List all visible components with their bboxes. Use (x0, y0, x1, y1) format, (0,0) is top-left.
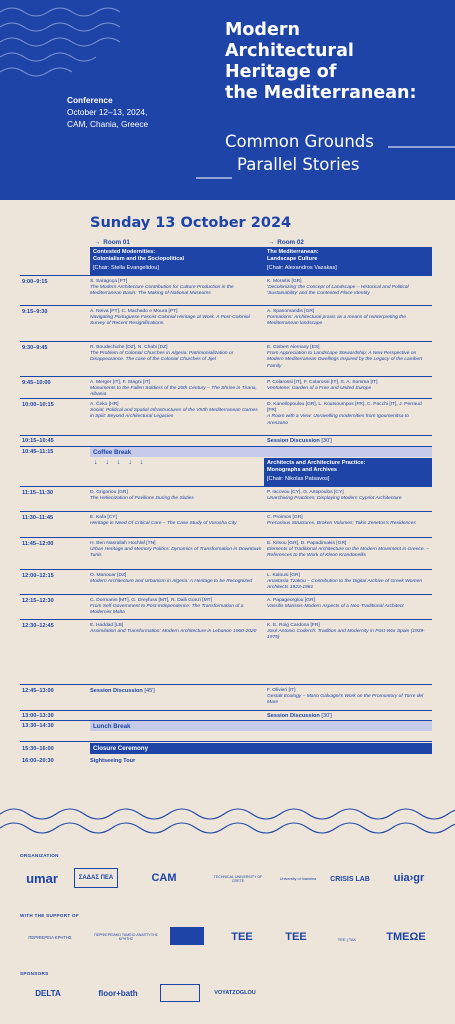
logo-text: CRISIS LAB (330, 875, 370, 883)
paper-entry (90, 380, 262, 399)
logo-text: VOYATZOGLOU (214, 990, 256, 996)
session-chair: [Chair: Stella Evangelidou] (93, 265, 159, 271)
room-01-header (94, 239, 130, 246)
logo-uia (384, 868, 434, 888)
paper-entry (267, 623, 430, 642)
sponsors-label: SPONSORS (20, 971, 49, 976)
session-name: Architects and Architecture Practice: (267, 460, 366, 466)
logo-voyatzoglou (206, 982, 264, 1004)
session-name: Colonialism and the Sociopolitical (93, 256, 185, 262)
logo-cam (132, 868, 196, 888)
logo-crete-region (20, 925, 80, 949)
paper-title: Formations: Architectural praxis as a means of reinterpreting the Mediterranean landscape (267, 315, 406, 327)
table-row (20, 511, 432, 537)
conference-label: Conference (67, 95, 113, 105)
subtitle-line: Parallel Stories (237, 154, 360, 174)
paper-entry (267, 515, 430, 527)
discussion-duration: [30'] (321, 713, 332, 719)
paper-entry (90, 515, 262, 527)
paper-entry (90, 541, 262, 560)
session-name: Contested Modernities: (93, 249, 156, 255)
logo-sponsor-3 (160, 984, 200, 1002)
time-slot: 11:30–11:45 (22, 515, 54, 521)
paper-authors: A. Čeko [HR] (90, 402, 119, 407)
paper-entry (267, 541, 430, 560)
time-slot: 11:45–12:00 (22, 541, 54, 547)
paper-authors: K. Moraitis [GR] (267, 279, 302, 284)
paper-authors: E. Kafa [CY] (90, 515, 117, 520)
title-line: Architectural (225, 41, 354, 61)
paper-entry (267, 402, 430, 427)
time-slot: 13:30–14:30 (22, 723, 54, 729)
paper-entry (267, 573, 430, 592)
logo-text: ΤΕΕ (231, 931, 253, 943)
paper-authors: C. Proimos [GR] (267, 515, 303, 520)
paper-title: Vassilis Marissis-Modern Aspects of a Neo-Traditional Architect (267, 604, 404, 610)
time-slot: 12:45–13:00 (22, 688, 54, 694)
paper-entry (90, 345, 262, 364)
paper-authors: R. Boudechiche [DZ], N. Chabi [DZ] (90, 345, 168, 350)
discussion-label: Session Discussion (90, 688, 143, 694)
paper-authors: H. Ben Nasrallah Hochlaf [TN] (90, 541, 156, 546)
title-line: the Mediterranean: (225, 83, 417, 103)
table-row (20, 594, 432, 619)
subtitle-line: Common Grounds (225, 132, 374, 151)
logo-text: ΤΜΕΩΕ (386, 931, 426, 943)
paper-title: A Room with a View: Unravelling modernities from Igoumenitsa to Arenzano (267, 414, 409, 426)
paper-title: Modern Architecture and Urbanism in Algeria: A Heritage to be Recognized (90, 579, 253, 585)
logo-text: floor+bath (98, 988, 138, 998)
paper-entry (267, 279, 430, 298)
paper-entry (267, 688, 430, 707)
logo-uoi (276, 866, 320, 892)
paper-authors: C. Dormanin [MT], G. Dreyfuss [MT], R. Dalli Gonzi [MT] (90, 598, 213, 603)
paper-authors: E. Kitsou [GR], D. Papadimakis [GR] (267, 541, 347, 546)
closure-ceremony-bar: Closure Ceremony (90, 743, 432, 754)
paper-title: Precarious Structures, Broken Volumes: Takis Zenetos’s Residences (267, 521, 416, 527)
paper-authors: A. Papageorgiou [GR] (267, 598, 315, 603)
paper-title: Elements of Traditional Architecture on the Modern Movement in Greece. – References to the Work of Kleon Krandonellis (267, 547, 430, 559)
sightseeing-tour: Sightseeing Tour (90, 758, 136, 764)
paper-entry (90, 490, 262, 502)
paper-entry (90, 623, 262, 635)
paper-authors: D. Kanellopoulou [GR], L. Koutsoumpos [FR], C. Pacchi [IT], J. Perraud [FR] (267, 402, 422, 414)
paper-entry (90, 402, 262, 421)
paper-entry (90, 573, 262, 585)
paper-title: Gestalt Ecology – Mario Galvagni's Work on the Promontory of Torre del Mare (267, 694, 424, 706)
paper-authors: E. Haddad [LB] (90, 623, 124, 628)
paper-authors: S. Saragoça [PT] (90, 279, 128, 284)
discussion-duration: [30'] (321, 438, 332, 444)
paper-authors: A. Merger [IT], F. Stagni [IT] (90, 380, 151, 385)
logo-delta (20, 982, 76, 1004)
logo-text: umar (26, 870, 58, 886)
table-row (20, 305, 432, 341)
paper-title: Assimilation and Transformation: Modern Architecture in Lebanon 1960-2020 (90, 629, 257, 635)
session-discussion (90, 688, 155, 694)
paper-authors: P. Iacovou [CY], G. Artopoulos [CY] (267, 490, 344, 495)
paper-title: The Modern Architecture Contribution for Culture Production in the Mediterranean Basin: The Making of National Museums (90, 285, 234, 297)
coffee-break-bar: Coffee Break (90, 447, 432, 457)
footer-wave-decoration (0, 800, 455, 850)
paper-title: The Hellenization of Pavilions During the Sixties (90, 496, 194, 502)
paper-authors: L. Kalousi [GR] (267, 573, 300, 578)
paper-authors: A. Spanomaridis [GR] (267, 309, 315, 314)
logo-text: ΠΕΡΙΦΕΡΕΙΑ ΚΡΗΤΗΣ (28, 934, 72, 940)
time-slot: 11:15–11:30 (22, 490, 54, 496)
time-slot: 9:00–9:15 (22, 279, 48, 285)
paper-entry (267, 490, 430, 502)
time-slot: 12:00–12:15 (22, 573, 54, 579)
table-row (20, 341, 432, 376)
paper-authors: K. E. Roig Cardona [FR] (267, 623, 320, 628)
paper-entry (90, 279, 262, 298)
time-slot: 15:30–16:00 (22, 746, 54, 752)
time-slot: 10:15–10:45 (22, 438, 54, 444)
discussion-label: Session Discussion (267, 713, 320, 719)
paper-title: From Self-Government to Post-Independence: The Transformation of a Modernist Malta (90, 604, 244, 616)
table-row (20, 435, 432, 444)
conference-info (67, 94, 148, 130)
paper-authors: O. Manouar [DZ] (90, 573, 127, 578)
paper-entry (267, 380, 430, 392)
logo-text: DELTA (35, 988, 61, 998)
support-label: WITH THE SUPPORT OF (20, 913, 80, 918)
header-banner (0, 0, 455, 200)
logo-tuc (210, 866, 266, 892)
paper-title: Navigating Portuguese Fascist-Colonial Heritage at Work. A Post-Colonial Survey of Recent Resignifications. (90, 315, 250, 327)
logo-text: ΠΕΡΙΦΕΡΕΙΑΚΟ ΤΑΜΕΙΟ ΑΝΑΠΤΥΞΗΣ ΚΡΗΤΗΣ (94, 933, 158, 941)
paper-authors: F. Olivieri [IT] (267, 688, 296, 693)
paper-title: Urban Heritage and Memory Politics: Dynamics of Transformation in Downtown Tunis (90, 547, 262, 559)
paper-title: José Antonio Coderch: Tradition and Modernity in Post-War Spain (1939-1975) (267, 629, 425, 641)
session-header-room1 (90, 247, 264, 275)
conference-date: October 12–13, 2024, (67, 107, 148, 117)
logo-text: University of Ioannina (279, 877, 317, 881)
logo-tee-1 (222, 925, 262, 949)
table-row (20, 710, 432, 719)
session-discussion (267, 713, 332, 719)
time-slot: 9:15–9:30 (22, 309, 48, 315)
table-row (20, 537, 432, 569)
time-slot: 9:45–10:00 (22, 380, 51, 386)
arrow-down-icon: ↓ ↓ ↓ ↓ ↓ (94, 459, 147, 466)
logo-sadas (74, 868, 118, 888)
table-row (20, 684, 432, 710)
time-slot: 13:00–13:30 (22, 713, 54, 719)
logo-tee-tdk (330, 925, 364, 953)
logo-umar (20, 865, 64, 891)
room-label: Room 02 (277, 239, 304, 246)
paper-entry (267, 309, 430, 328)
paper-entry (267, 345, 430, 370)
paper-title: From Appreciation to Landscape Stewardship; A New Perspective on Modern Mediterranean Dwellings Inspired by the Legacy of the Lambert Family (267, 351, 423, 369)
title-line: Heritage of (225, 62, 337, 82)
conference-location: CAM, Chania, Greece (67, 119, 149, 129)
discussion-label: Session Discussion (267, 438, 320, 444)
logo-tmeoe (378, 925, 434, 949)
time-slot: 10:00–10:15 (22, 402, 54, 408)
paper-authors: A. Neiva [PT], C. Machado e Moura [PT] (90, 309, 178, 314)
time-slot: 9:30–9:45 (22, 345, 48, 351)
logo-text: TECHNICAL UNIVERSITY OF CRETE (213, 875, 263, 883)
room-02-header (268, 239, 304, 246)
room-label: Room 01 (103, 239, 130, 246)
paper-entry (90, 309, 262, 328)
table-row (20, 619, 432, 651)
lunch-break-bar: Lunch Break (90, 721, 432, 731)
discussion-duration: [45'] (144, 688, 155, 694)
paper-title: Monuments to the Fallen Soldiers of the 20th Century – The Shrine in Tirana, Albania (90, 386, 257, 398)
paper-title: Social, Political and Spatial Infrastructures of the VIIIth Mediterranean Games in Split: Beyond Architectural Legacies (90, 408, 258, 420)
session-chair: [Chair: Nikolas Patsavos] (267, 476, 330, 482)
table-row (20, 569, 432, 594)
paper-title: Unarchiving Practices: Displaying Modern Cypriot Architecture (267, 496, 402, 502)
session-name: Landscape Culture (267, 256, 318, 262)
session-header-room2-b (264, 458, 432, 486)
paper-authors: P. Colarossi [IT], F. Colarossi [IT], S. A. Somma [IT] (267, 380, 378, 385)
time-slot: 10:45–11:15 (22, 449, 54, 455)
session-name: The Mediterranean: (267, 249, 319, 255)
table-row (20, 486, 432, 511)
logo-text: uia›gr (393, 872, 425, 884)
title-line: Modern (225, 20, 300, 40)
logo-support-3 (170, 927, 204, 945)
paper-title: Heritage in Need Of Critical Care – The Case Study of Varosha City (90, 521, 237, 527)
paper-title: ‘Decolonizing’ the Concept of Landscape – Historical and Political ‘Sustainability’ and the Contested Place Identity (267, 285, 409, 297)
arrow-right-icon: → (94, 239, 101, 246)
page-title (225, 20, 417, 104)
time-slot: 12:15–12:30 (22, 598, 54, 604)
logo-text: ΣΑΔΑΣ ΠΕΑ (78, 875, 114, 881)
session-name: Monographs and Archives (267, 467, 338, 473)
session-chair: [Chair: Alexandros Vazakas] (267, 265, 337, 271)
table-row (20, 275, 432, 305)
session-discussion (267, 438, 332, 444)
time-slot: 12:30–12:45 (22, 623, 54, 629)
logo-crete-fund (94, 925, 158, 949)
logo-crisis-lab (328, 866, 372, 892)
logo-tee-2 (276, 925, 316, 949)
table-row (20, 398, 432, 435)
arrow-right-icon: → (268, 239, 275, 246)
day-heading: Sunday 13 October 2024 (90, 215, 292, 231)
paper-entry (267, 598, 430, 610)
table-row (20, 376, 432, 398)
logo-floor-bath (88, 982, 148, 1004)
time-slot: 16:00–20:30 (22, 758, 54, 764)
paper-title: Anastasia Tzakou – Contribution to the Digital Archive of Greek Women Architects 1923-1981 (267, 579, 423, 591)
paper-authors: E. Gisbert Alemany [ES] (267, 345, 320, 350)
paper-title: Ventotene: Garden of a Free and United Europe (267, 386, 372, 392)
session-header-room2 (264, 247, 432, 275)
paper-entry (90, 598, 262, 617)
organization-label: ORGANIZATION (20, 853, 59, 858)
page-subtitle (225, 131, 374, 176)
logo-text: ΤΕΕ (285, 931, 307, 943)
logo-text: CAM (151, 872, 177, 884)
paper-title: The Problem of Colonial Churches in Algeria: Patrimonialization or Disappearance. The case of the Colonial Churches of Jijel (90, 351, 234, 363)
logo-text: ΤΕΕ | ΤΔΚ (337, 936, 357, 942)
paper-authors: D. Grigoriou [GR] (90, 490, 128, 495)
